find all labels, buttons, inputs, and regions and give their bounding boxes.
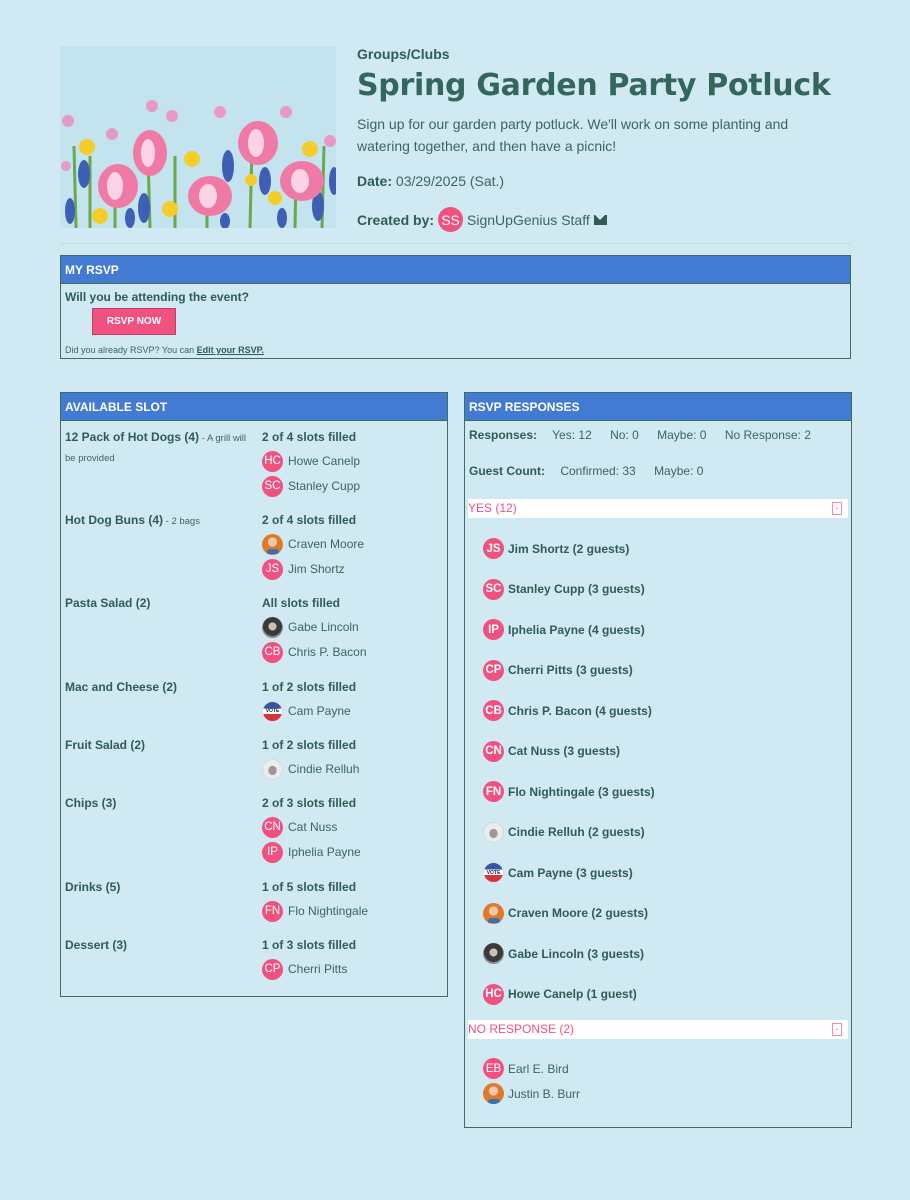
slot-name — [65, 794, 250, 814]
slot-title: 12 Pack of Hot Dogs (4) — [65, 430, 200, 444]
responder-text: Justin B. Burr — [508, 1086, 581, 1101]
responder-text: Stanley Cupp (3 guests) — [508, 582, 645, 596]
signup-entry — [262, 476, 360, 496]
avatar: EB — [483, 1058, 504, 1079]
attending-question: Will you be attending the event? — [65, 290, 249, 304]
confirmed-count: Confirmed: 33 — [560, 464, 636, 478]
list-item — [483, 741, 620, 762]
no-response-group-header[interactable] — [468, 1020, 848, 1039]
slot-title: Hot Dog Buns (4) — [65, 513, 163, 527]
slot-signups — [262, 794, 361, 862]
event-info — [357, 46, 857, 232]
page-title: Spring Garden Party Potluck — [357, 68, 831, 103]
responder-text: Jim Shortz (2 guests) — [508, 541, 630, 556]
list-item — [483, 700, 652, 721]
no-count: No: 0 — [610, 428, 639, 442]
responder-text: Cam Payne (3 guests) — [508, 865, 633, 880]
list-item — [483, 781, 655, 802]
list-item — [483, 619, 645, 640]
slot-name — [65, 736, 250, 756]
signup-name: Cindie Relluh — [288, 762, 360, 776]
signup-entry — [262, 959, 356, 979]
list-item — [483, 984, 637, 1005]
creator-name: SignUpGenius Staff — [467, 211, 590, 228]
slot-status: 2 of 4 slots filled — [262, 513, 357, 527]
avatar: CB — [483, 700, 504, 721]
guest-count-label: Guest Count: — [469, 464, 545, 478]
signup-entry — [262, 701, 356, 721]
event-category: Groups/Clubs — [357, 46, 450, 62]
rsvp-now-button[interactable]: RSVP NOW — [92, 308, 176, 335]
event-date — [357, 173, 857, 189]
slot-signups — [262, 428, 360, 496]
signup-name: Cat Nuss — [288, 820, 338, 834]
list-item — [483, 943, 644, 964]
signup-name: Stanley Cupp — [288, 479, 361, 493]
signup-name: Howe Canelp — [288, 454, 361, 468]
avatar: CP — [483, 660, 504, 681]
responder-text: Cherri Pitts (3 guests) — [508, 663, 633, 677]
slot-note: - 2 bags — [163, 516, 200, 527]
slot-signups — [262, 511, 364, 579]
responder-text: Iphelia Payne (4 guests) — [508, 622, 645, 637]
responder-text: Gabe Lincoln (3 guests) — [508, 946, 645, 961]
responses-summary — [469, 428, 826, 442]
list-item — [483, 579, 645, 600]
avatar: CN — [483, 741, 504, 762]
slot-title: Chips (3) — [65, 796, 117, 810]
slot-status: 1 of 2 slots filled — [262, 680, 357, 694]
avatar: JS — [483, 538, 504, 559]
avatar: CB — [262, 642, 283, 663]
yes-group-header[interactable] — [468, 499, 848, 518]
event-image — [60, 46, 336, 228]
slot-status: 1 of 5 slots filled — [262, 880, 357, 894]
responder-text: Earl E. Bird — [508, 1061, 569, 1076]
slot-title: Drinks (5) — [65, 880, 121, 894]
avatar: FN — [262, 901, 283, 922]
created-by — [357, 207, 857, 232]
list-item — [483, 903, 648, 924]
flowers-illustration — [60, 46, 336, 228]
slot-signups — [262, 878, 368, 921]
yes-count: Yes: 12 — [552, 428, 592, 442]
creator-avatar: SS — [438, 207, 463, 232]
rsvp-responses-panel — [464, 392, 852, 1128]
avatar — [262, 759, 283, 780]
list-item — [483, 538, 629, 559]
no-response-count: No Response: 2 — [724, 428, 811, 442]
avatar: HC — [262, 451, 283, 472]
my-rsvp-panel — [60, 255, 851, 359]
slot-status: 2 of 3 slots filled — [262, 796, 357, 810]
slot-title: Fruit Salad (2) — [65, 738, 146, 752]
avatar — [262, 534, 283, 555]
responder-text: Cindie Relluh (2 guests) — [508, 825, 645, 839]
list-item — [483, 1058, 569, 1079]
slot-name — [65, 428, 250, 468]
avatar: FN — [483, 781, 504, 802]
responder-text: Craven Moore (2 guests) — [508, 906, 649, 920]
signup-entry — [262, 842, 361, 862]
date-label: Date: — [357, 173, 393, 189]
signup-entry — [262, 817, 361, 837]
event-description: Sign up for our garden party potluck. We'll work on some planting and watering together, and then have a picnic! — [357, 116, 789, 154]
responder-text: Cat Nuss (3 guests) — [508, 744, 621, 758]
signup-entry — [262, 759, 359, 779]
signup-entry — [262, 617, 367, 637]
avatar: SC — [483, 579, 504, 600]
slot-signups — [262, 678, 356, 721]
slot-status: 1 of 2 slots filled — [262, 738, 357, 752]
avatar — [262, 701, 283, 722]
signup-entry — [262, 559, 364, 579]
signup-entry — [262, 451, 360, 471]
slot-note: - A grill will be provided — [65, 433, 247, 464]
slot-name — [65, 511, 250, 531]
slot-name — [65, 678, 250, 698]
signup-name: Cherri Pitts — [288, 962, 348, 976]
avatar: CP — [262, 959, 283, 980]
slot-signups — [262, 594, 367, 662]
slot-signups — [262, 736, 359, 779]
guest-count-summary — [469, 464, 718, 478]
avatar — [483, 943, 504, 964]
edit-rsvp-link[interactable]: Edit your RSVP. — [196, 345, 264, 355]
date-value: 03/29/2025 (Sat.) — [395, 173, 505, 189]
avatar: IP — [483, 619, 504, 640]
header-divider — [60, 243, 851, 244]
avatar: JS — [262, 559, 283, 580]
avatar — [483, 862, 504, 883]
signup-name: Chris P. Bacon — [288, 645, 367, 659]
slot-name — [65, 594, 250, 614]
slot-status: All slots filled — [262, 596, 341, 610]
slot-title: Dessert (3) — [65, 938, 128, 952]
list-item — [483, 660, 633, 681]
responder-text: Chris P. Bacon (4 guests) — [508, 703, 652, 718]
edit-rsvp-note — [65, 345, 850, 355]
slot-status: 2 of 4 slots filled — [262, 430, 357, 444]
avatar: CN — [262, 817, 283, 838]
slot-status: 1 of 3 slots filled — [262, 938, 357, 952]
signup-entry — [262, 901, 368, 921]
signup-name: Jim Shortz — [288, 562, 345, 576]
rsvp-responses-header: RSVP RESPONSES — [465, 393, 851, 421]
edit-rsvp-prefix: Did you already RSVP? You can — [65, 345, 197, 355]
list-item — [483, 822, 645, 843]
slot-name — [65, 878, 250, 898]
slot-name — [65, 936, 250, 956]
maybe-count: Maybe: 0 — [657, 428, 707, 442]
responder-text: Howe Canelp (1 guest) — [508, 987, 637, 1001]
yes-group-label: YES (12) — [468, 501, 517, 515]
signup-entry — [262, 534, 364, 554]
list-item — [483, 862, 633, 883]
slot-title: Mac and Cheese (2) — [65, 680, 178, 694]
signup-name: Flo Nightingale — [288, 904, 369, 918]
list-item — [483, 1083, 580, 1104]
responses-label: Responses: — [469, 428, 538, 442]
avatar: SC — [262, 476, 283, 497]
mail-icon[interactable] — [594, 215, 607, 225]
avatar — [262, 617, 283, 638]
signup-name: Craven Moore — [288, 537, 365, 551]
signup-name: Iphelia Payne — [288, 845, 361, 859]
avatar — [483, 822, 504, 843]
signup-name: Cam Payne — [288, 704, 351, 718]
avatar — [483, 1083, 504, 1104]
my-rsvp-header: MY RSVP — [61, 256, 850, 284]
created-by-label: Created by: — [357, 211, 435, 228]
signup-name: Gabe Lincoln — [288, 620, 359, 634]
no-response-group-label: NO RESPONSE (2) — [468, 1022, 575, 1036]
signup-entry — [262, 642, 367, 662]
collapse-icon[interactable]: - — [832, 1023, 842, 1036]
guest-maybe-count: Maybe: 0 — [654, 464, 704, 478]
available-slots-header: AVAILABLE SLOT — [61, 393, 447, 421]
avatar — [483, 903, 504, 924]
slot-signups — [262, 936, 356, 979]
avatar: IP — [262, 842, 283, 863]
collapse-icon[interactable]: - — [832, 502, 842, 515]
available-slots-panel — [60, 392, 448, 997]
slot-title: Pasta Salad (2) — [65, 596, 151, 610]
responder-text: Flo Nightingale (3 guests) — [508, 784, 655, 799]
avatar: HC — [483, 984, 504, 1005]
